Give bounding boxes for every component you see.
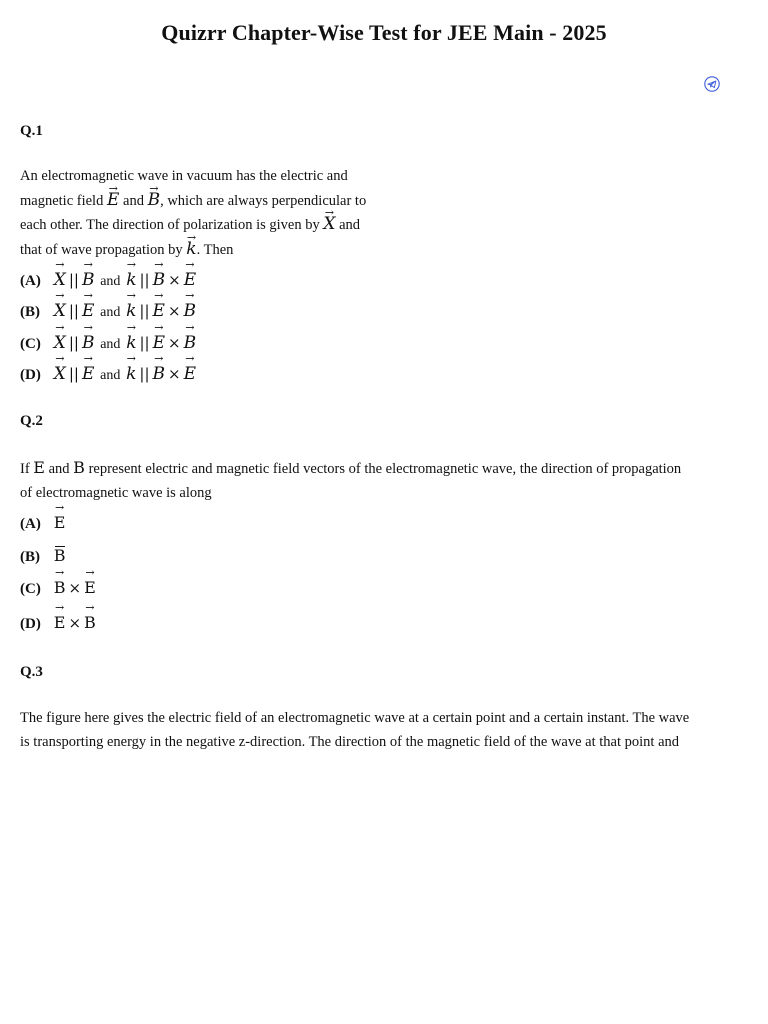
vector: → B <box>153 270 166 290</box>
vector: → E <box>184 270 196 290</box>
vector: → X <box>54 301 66 321</box>
question-3-text <box>20 707 755 754</box>
q1-text-part: magnetic field <box>20 192 104 209</box>
vector: → E <box>54 613 66 632</box>
parallel-symbol: || <box>68 271 79 289</box>
vector-bar: B <box>53 546 66 565</box>
field-e: E <box>33 458 45 477</box>
vector: → E <box>184 364 196 384</box>
q1-text-part: and <box>123 192 144 209</box>
cross-symbol: × <box>167 302 181 320</box>
field-b: B <box>73 458 85 477</box>
q2-option-a[interactable] <box>20 513 65 533</box>
question-2-label: Q.2 <box>20 413 43 429</box>
vector: → B <box>184 301 197 321</box>
vector: → X <box>54 333 66 353</box>
cross-symbol: × <box>168 271 181 289</box>
question-1-text <box>20 165 420 262</box>
vector: → B <box>184 333 197 353</box>
q1-text-part: and <box>339 217 361 233</box>
q2-text-part: represent electric and magnetic field vectors of the electromagnetic wave, the direction of propagation <box>88 461 682 477</box>
q2-option-c[interactable] <box>20 578 96 598</box>
option-label: (B) <box>20 549 40 565</box>
and-word: and <box>100 368 121 383</box>
vector-e: → E <box>107 189 119 213</box>
cross-symbol: × <box>168 334 181 352</box>
q1-text-part: each other. The direction of polarization is given by <box>20 217 320 233</box>
vector: → k <box>126 270 136 290</box>
option-label: (B) <box>20 304 40 320</box>
vector: → B <box>153 364 166 384</box>
vector: → k <box>126 333 136 353</box>
vector: → B <box>54 578 66 597</box>
cross-symbol: × <box>168 365 181 383</box>
q3-text-part: The figure here gives the electric field of an electromagnetic wave at a certain point and a certain instant. The wave <box>20 710 690 726</box>
q1-text-part: that of wave propagation by <box>20 241 183 258</box>
and-word: and <box>100 337 121 352</box>
and-word: and <box>100 274 121 289</box>
vector: → X <box>54 364 66 384</box>
vector: → E <box>82 301 94 321</box>
q3-text-part: is transporting energy in the negative z-direction. The direction of the magnetic field of the wave at that point and <box>20 733 679 750</box>
vector-k: → k <box>186 238 196 262</box>
vector: → E <box>54 513 66 532</box>
vector: → k <box>126 364 136 384</box>
vector: → E <box>82 364 94 384</box>
vector: → B <box>84 613 96 632</box>
vector: → E <box>153 333 165 353</box>
q1-option-b[interactable] <box>20 301 196 321</box>
vector: → B <box>82 270 95 290</box>
q1-text-part: An electromagnetic wave in vacuum has the electric and <box>20 168 348 184</box>
parallel-symbol: || <box>68 334 79 352</box>
option-label: (A) <box>20 516 41 532</box>
option-label: (D) <box>20 616 41 632</box>
q2-text-part: of electromagnetic wave is along <box>20 484 212 501</box>
parallel-symbol: || <box>139 365 150 383</box>
q2-option-b[interactable] <box>20 546 66 566</box>
vector: → E <box>84 578 96 597</box>
vector: → X <box>54 270 66 290</box>
option-label: (D) <box>20 367 41 383</box>
option-label: (C) <box>20 581 41 597</box>
q1-option-d[interactable] <box>20 364 196 384</box>
telegram-icon[interactable] <box>704 76 720 92</box>
parallel-symbol: || <box>68 365 79 383</box>
question-3-label: Q.3 <box>20 664 43 680</box>
vector: → E <box>153 301 165 321</box>
q2-option-d[interactable] <box>20 613 96 633</box>
question-1-label: Q.1 <box>20 123 43 139</box>
q1-text-part: . Then <box>196 241 234 258</box>
q1-option-a[interactable] <box>20 270 196 290</box>
parallel-symbol: || <box>139 271 150 289</box>
vector-x: → X <box>323 213 335 237</box>
q1-text-part: , which are always perpendicular to <box>160 192 367 209</box>
parallel-symbol: || <box>68 302 79 320</box>
parallel-symbol: || <box>139 302 150 320</box>
page-title: Quizrr Chapter-Wise Test for JEE Main - 2025 <box>161 20 607 45</box>
option-label: (A) <box>20 273 41 289</box>
q1-option-c[interactable] <box>20 333 196 353</box>
cross-symbol: × <box>68 579 82 597</box>
vector: → B <box>82 333 95 353</box>
cross-symbol: × <box>68 614 82 632</box>
q2-text-part: and <box>48 461 70 477</box>
vector: → k <box>126 301 136 321</box>
and-word: and <box>100 305 121 320</box>
parallel-symbol: || <box>139 334 150 352</box>
q2-text-part: If <box>20 461 30 477</box>
option-label: (C) <box>20 336 41 352</box>
question-2-text <box>20 456 748 505</box>
vector-b: → B <box>148 189 161 213</box>
